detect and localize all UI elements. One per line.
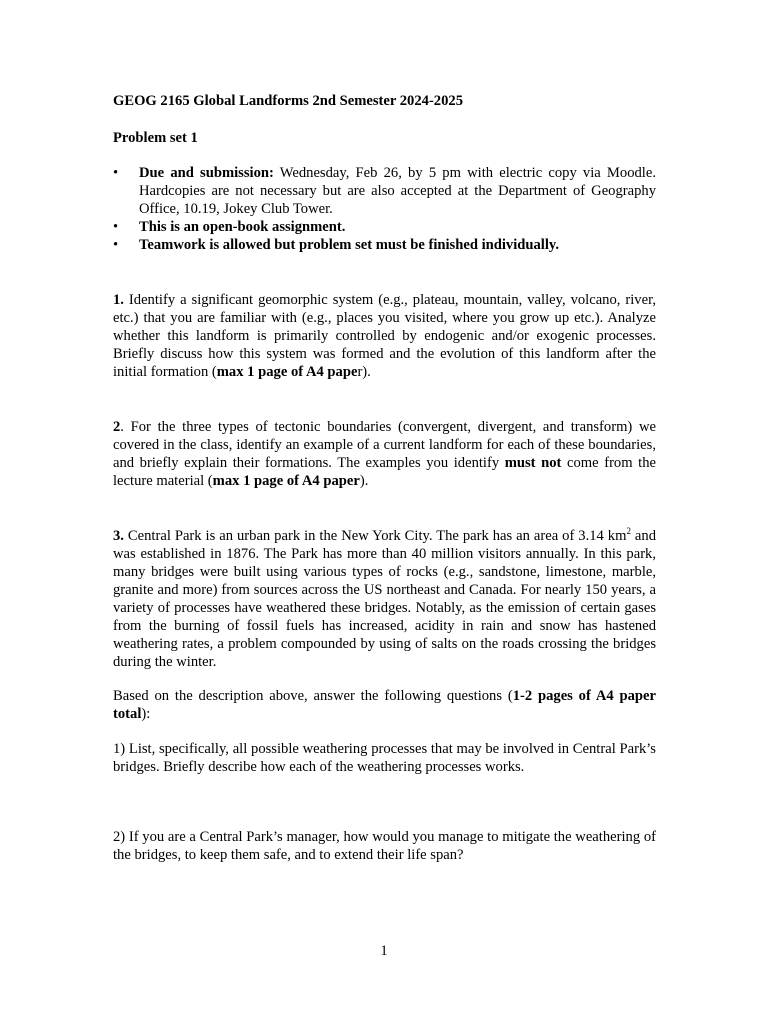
problem-set-heading: Problem set 1: [113, 130, 198, 146]
instruction-bold: Due and submission:: [139, 165, 274, 181]
question-2: [113, 418, 656, 490]
instructions-paragraph: [113, 687, 656, 723]
document-title: GEOG 2165 Global Landforms 2nd Semester 2024-2025: [113, 93, 463, 109]
instruction-item-due: [113, 164, 656, 218]
question-text: Identify a significant geomorphic system (e.g., plateau, mountain, valley, volcano, river, etc.) that you are familiar with (e.g., places you visited, where you grow up etc.). Analyze whether this landform is primarily controlled by endogenic and/or exogenic processes. Briefly discuss how this system was formed and the evolution of this landform after the initial formation (: [113, 292, 656, 380]
question-number: 2: [113, 419, 121, 435]
document-page: [113, 92, 656, 864]
question-emphasis: must not: [504, 455, 562, 471]
bullet-icon: •: [113, 219, 119, 235]
instruction-bold: This is an open-book assignment.: [139, 219, 346, 235]
bullet-icon: •: [113, 165, 119, 181]
instructions-length-limit: 1-2 pages of A4 paper total: [113, 688, 656, 722]
question-tail: r).: [357, 364, 371, 380]
question-text-2: and was established in 1876. The Park has more than 40 million visitors annually. In this park, many bridges were built using various types of rocks (e.g., sandstone, limestone, marble, granite and more) from sources across the US northeast and Canada. For nearly 150 years, a variety of processes have weathered these bridges. Notably, as the emission of certain gases from the burning of fossil fuels has increased, acidity in rain and snow has hastened weathering rates, a problem compounded by using of salts on the roads crossing the bridges during the winter.: [113, 528, 656, 670]
instruction-bold: Teamwork is allowed but problem set must be finished individually.: [139, 237, 560, 253]
question-length-limit: max 1 page of A4 paper: [212, 473, 360, 489]
question-number: 3.: [113, 528, 124, 544]
instruction-item-open-book: [113, 218, 656, 236]
question-length-limit: max 1 page of A4 pape: [216, 364, 358, 380]
instructions-list: [113, 164, 656, 254]
bullet-icon: •: [113, 237, 119, 253]
page-number: 1: [380, 943, 388, 959]
question-text-2: come from the lecture material (: [113, 455, 657, 489]
question-text: Central Park is an urban park in the New York City. The park has an area of 3.14 km: [123, 528, 627, 544]
instructions-tail: ):: [141, 706, 151, 722]
instruction-item-teamwork: [113, 236, 656, 254]
question-1: [113, 291, 656, 381]
question-number: 1.: [113, 292, 124, 308]
question-3: [113, 527, 656, 671]
question-text: . For the three types of tectonic boundaries (convergent, divergent, and transform) we covered in the class, identify an example of a current landform for each of these boundaries, and briefly explain their formations. The examples you identify: [113, 419, 656, 471]
sub-question-2: 2) If you are a Central Park’s manager, how would you manage to mitigate the weathering of the bridges, to keep them safe, and to extend their life span?: [113, 829, 656, 863]
instruction-text: Wednesday, Feb 26, by 5 pm with electric copy via Moodle. Hardcopies are not necessary but are also accepted at the Department of Geography Office, 10.19, Jokey Club Tower.: [139, 165, 656, 217]
superscript: 2: [626, 526, 631, 537]
instructions-text: Based on the description above, answer the following questions (: [113, 688, 513, 704]
question-tail: ).: [359, 473, 369, 489]
sub-question-1: 1) List, specifically, all possible weathering processes that may be involved in Central Park’s bridges. Briefly describe how each of the weathering processes works.: [113, 741, 656, 775]
